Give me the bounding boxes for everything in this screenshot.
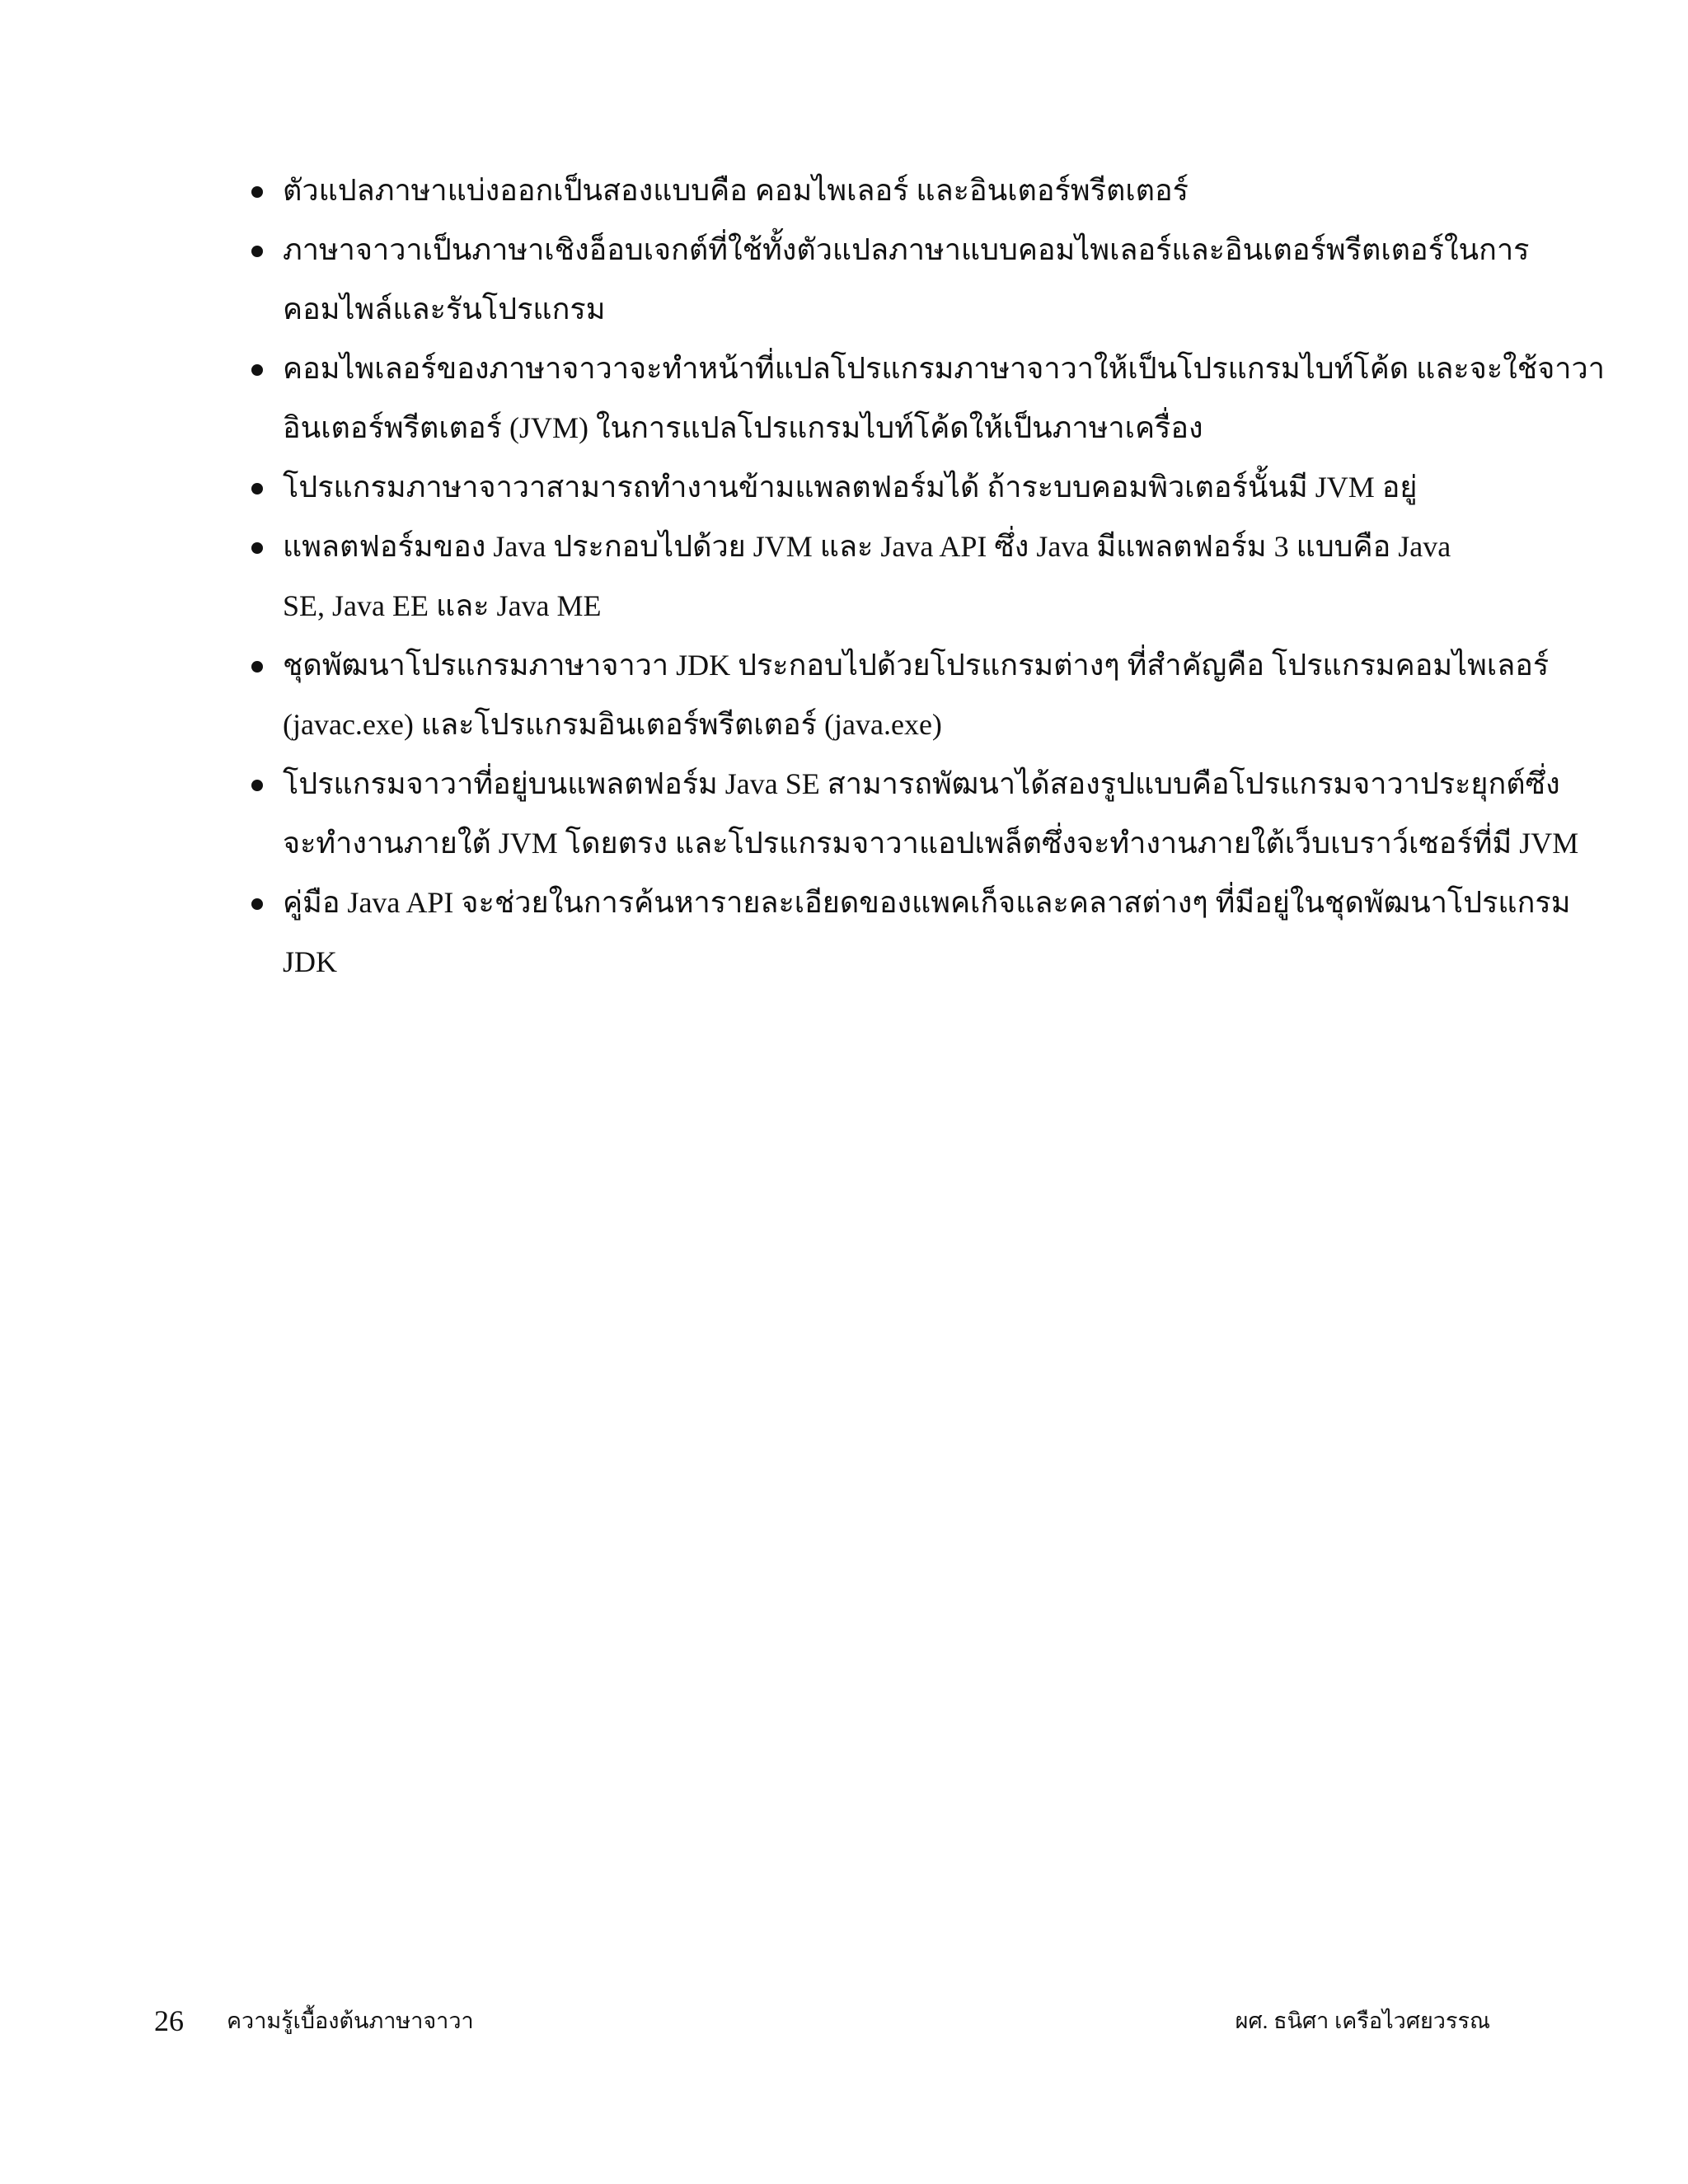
bullet-dot-icon	[251, 364, 263, 376]
bullet-dot-icon	[251, 898, 263, 910]
bullet-dot-icon	[251, 661, 263, 673]
bullet-text-line: SE, Java EE และ Java ME	[283, 589, 602, 622]
bullet-item	[251, 873, 1571, 991]
book-title: ความรู้เบื้องต้นภาษาจาวา	[227, 2008, 474, 2033]
page-number: 26	[154, 2004, 184, 2037]
bullet-item	[251, 220, 1537, 339]
bullet-dot-icon	[251, 246, 263, 257]
bullet-text-line: อินเตอร์พรีตเตอร์ (JVM) ในการแปลโปรแกรมไบท์โค้ดให้เป็นภาษาเครื่อง	[283, 411, 1203, 444]
bullet-text-line: JDK	[283, 945, 338, 978]
bullet-item	[251, 635, 1550, 754]
bullet-text-line: โปรแกรมจาวาที่อยู่บนแพลตฟอร์ม Java SE สามารถพัฒนาได้สองรูปแบบคือโปรแกรมจาวาประยุกต์ซึ่ง	[283, 767, 1560, 800]
bullet-text-line: คอมไพเลอร์ของภาษาจาวาจะทำหน้าที่แปลโปรแกรมภาษาจาวาให้เป็นโปรแกรมไบท์โค้ด และจะใช้จาวา	[283, 352, 1605, 385]
bullet-item	[251, 517, 1537, 635]
bullet-text-line: ภาษาจาวาเป็นภาษาเชิงอ็อบเจกต์ที่ใช้ทั้งตัวแปลภาษาแบบคอมไพเลอร์และอินเตอร์พรีตเตอร์ในการ	[283, 233, 1530, 266]
bullet-item	[251, 457, 1537, 517]
bullet-item	[251, 161, 1537, 220]
bullet-text-line: แพลตฟอร์มของ Java ประกอบไปด้วย JVM และ Java API ซึ่ง Java มีแพลตฟอร์ม 3 แบบคือ Java	[283, 530, 1451, 563]
bullet-text-line: ชุดพัฒนาโปรแกรมภาษาจาวา JDK ประกอบไปด้วยโปรแกรมต่างๆ ที่สำคัญคือ โปรแกรมคอมไพเลอร์	[283, 649, 1550, 682]
bullet-text-line: ตัวแปลภาษาแบ่งออกเป็นสองแบบคือ คอมไพเลอร์ และอินเตอร์พรีตเตอร์	[283, 174, 1189, 207]
author-name: ผศ. ธนิศา เครือไวศยวรรณ	[1235, 2008, 1490, 2033]
bullet-dot-icon	[251, 780, 263, 791]
bullet-dot-icon	[251, 186, 263, 198]
bullet-dot-icon	[251, 483, 263, 494]
page-footer	[154, 2001, 1490, 2041]
bullet-text-line: จะทำงานภายใต้ JVM โดยตรง และโปรแกรมจาวาแอปเพล็ตซึ่งจะทำงานภายใต้เว็บเบราว์เซอร์ที่มี JVM	[283, 827, 1579, 860]
bullet-text-line: คู่มือ Java API จะช่วยในการค้นหารายละเอียดของแพคเก็จและคลาสต่างๆ ที่มีอยู่ในชุดพัฒนาโปรแกรม	[283, 886, 1571, 919]
bullet-item	[251, 339, 1605, 457]
summary-bullet-list	[251, 161, 1605, 991]
bullet-dot-icon	[251, 542, 263, 554]
bullet-item	[251, 754, 1579, 873]
bullet-text-line: (javac.exe) และโปรแกรมอินเตอร์พรีตเตอร์ (java.exe)	[283, 708, 942, 741]
bullet-text-line: โปรแกรมภาษาจาวาสามารถทำงานข้ามแพลตฟอร์มได้ ถ้าระบบคอมพิวเตอร์นั้นมี JVM อยู่	[283, 471, 1418, 504]
bullet-text-line: คอมไพล์และรันโปรแกรม	[283, 293, 606, 326]
